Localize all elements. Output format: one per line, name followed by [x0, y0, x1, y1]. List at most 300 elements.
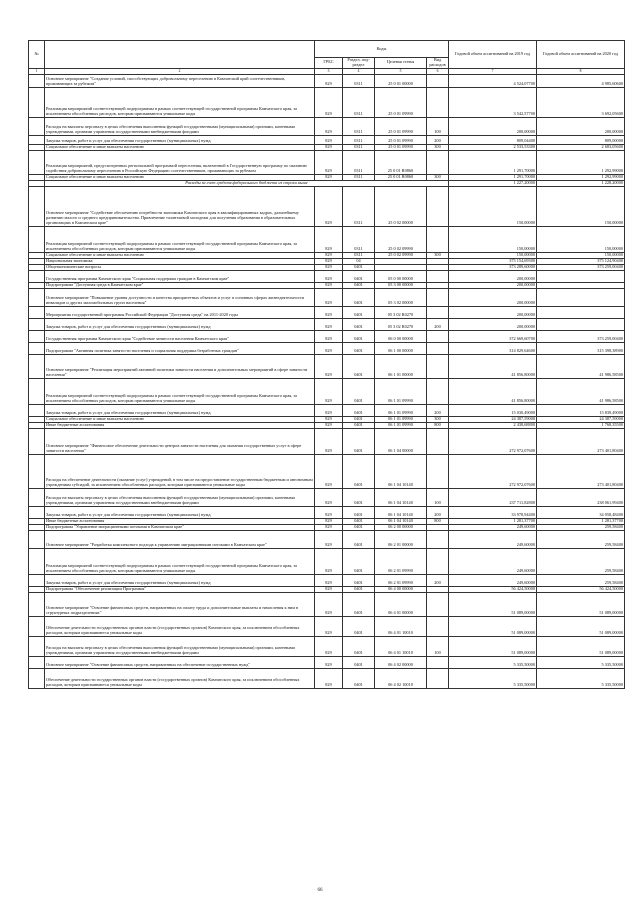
expense-type-cell	[427, 74, 449, 87]
row-name-cell: Социальное обеспечение и иные выплаты населению	[45, 416, 315, 422]
table-row	[29, 574, 625, 586]
razdel-cell: 0401	[343, 330, 375, 342]
row-name-cell: Реализация мероприятий соответствующей подпрограммы в рамках соответствующей государственной программы Камчатского края, за исключением обособленных расходов, которым присваиваются уникальные коды	[45, 548, 315, 574]
row-name-cell: Расходы за счет средств федерального бюджета из строки выше	[45, 180, 449, 186]
row-name-cell: Социальное обеспечение и иные выплаты населению	[45, 174, 315, 180]
grbs-cell: 829	[315, 656, 343, 668]
expense-type-cell	[427, 150, 449, 174]
row-name-cell: Подпрограмма "Обеспечение реализации Программы"	[45, 586, 315, 592]
expense-type-cell: 200	[427, 506, 449, 518]
target-article-cell: 06 4 02 00000	[375, 656, 427, 668]
amount-2020-cell: 34 058,48400	[537, 506, 625, 518]
table-row	[29, 270, 625, 282]
expense-type-cell	[427, 270, 449, 282]
amount-2019-cell: 150,00000	[449, 252, 537, 258]
grbs-cell: 829	[315, 416, 343, 422]
row-name-cell: Государственная программа Камчатского края "Содействие занятости населения Камчатского края"	[45, 330, 315, 342]
header-csr: Целевая статья	[375, 58, 427, 69]
amount-2019-cell: 24 387,59000	[449, 416, 537, 422]
row-number-cell	[29, 342, 45, 354]
row-number-cell	[29, 288, 45, 306]
row-name-cell: Закупка товаров, работ и услуг для обеспечения государственных (муниципальных) нужд	[45, 404, 315, 416]
amount-2020-cell: 41 986,58500	[537, 378, 625, 404]
table-row	[29, 636, 625, 656]
grbs-cell: 829	[315, 668, 343, 688]
amount-2020-cell	[537, 306, 625, 318]
amount-2019-cell: 249,60000	[449, 524, 537, 530]
row-number-cell	[29, 117, 45, 135]
row-name-cell: Основное мероприятие "Создание условий, способствующих добровольному переселению в Камчатский край соотечественников, проживающих за рубежом"	[45, 74, 315, 87]
razdel-cell: 0401	[343, 506, 375, 518]
row-number-cell	[29, 318, 45, 330]
table-row	[29, 378, 625, 404]
amount-2019-cell: 41 856,80000	[449, 378, 537, 404]
amount-2019-cell: 33 978,94400	[449, 506, 537, 518]
expense-type-cell	[427, 378, 449, 404]
table-row	[29, 150, 625, 174]
razdel-cell: 0311	[343, 174, 375, 180]
amount-2020-cell	[537, 318, 625, 330]
amount-2019-cell: 272 972,07600	[449, 428, 537, 454]
razdel-cell: 0311	[343, 135, 375, 144]
razdel-cell: 0401	[343, 530, 375, 548]
amount-2020-cell: 809,00000	[537, 135, 625, 144]
razdel-cell: 0401	[343, 342, 375, 354]
grbs-cell: 829	[315, 306, 343, 318]
amount-2019-cell: 200,00000	[449, 306, 537, 318]
row-name-cell: Подпрограмма "Управление миграционными потоками в Камчатском крае"	[45, 524, 315, 530]
amount-2020-cell: 200,00000	[537, 117, 625, 135]
target-article-cell: 06 1 01 00000	[375, 354, 427, 378]
razdel-cell: 0401	[343, 378, 375, 404]
grbs-cell: 829	[315, 87, 343, 117]
column-number: 3	[315, 68, 343, 74]
amount-2020-cell	[537, 270, 625, 282]
grbs-cell: 829	[315, 117, 343, 135]
target-article-cell: 06 1 04 10140	[375, 454, 427, 488]
expense-type-cell: 100	[427, 488, 449, 506]
row-name-cell: Основное мероприятие "Содействие обеспечению потребности экономики Камчатского края в квалифицированных кадрах, дальнейшему развитию малого и среднего предпринимательства. Привлечение талантливой молодежи для получения образования в образовательных организациях в Камчатском крае"	[45, 186, 315, 226]
razdel-cell: 0311	[343, 186, 375, 226]
razdel-cell: 0401	[343, 548, 375, 574]
amount-2019-cell: 200,00000	[449, 282, 537, 288]
expense-type-cell	[427, 592, 449, 616]
expense-type-cell	[427, 548, 449, 574]
amount-2019-cell: 3 542,57700	[449, 87, 537, 117]
table-row	[29, 548, 625, 574]
row-name-cell: Государственная программа Камчатского края "Социальная поддержка граждан в Камчатском крае"	[45, 270, 315, 282]
grbs-cell: 829	[315, 586, 343, 592]
expense-type-cell: 300	[427, 252, 449, 258]
column-number: 5	[375, 68, 427, 74]
razdel-cell: 0401	[343, 404, 375, 416]
column-number: 4	[343, 68, 375, 74]
row-name-cell: Подпрограмма "Активная политика занятости населения и социальная поддержка безработных граждан"	[45, 342, 315, 354]
row-name-cell: Реализация мероприятий, предусмотренных региональной программой переселения, включенной в Государственную программу по оказанию содействия добровольному переселению в Российскую Федерацию соотечественников, проживающих за рубежом	[45, 150, 315, 174]
amount-2019-cell: 237 711,82800	[449, 488, 537, 506]
row-number-cell	[29, 616, 45, 636]
grbs-cell: 829	[315, 354, 343, 378]
razdel-cell: 0401	[343, 306, 375, 318]
row-number-cell	[29, 186, 45, 226]
column-number: 8	[537, 68, 625, 74]
grbs-cell: 829	[315, 428, 343, 454]
amount-2019-cell: 375 154,69300	[449, 258, 537, 264]
row-number-cell	[29, 404, 45, 416]
row-name-cell: Общеэкономические вопросы	[45, 264, 315, 270]
amount-2020-cell: 273 401,80400	[537, 428, 625, 454]
target-article-cell: 25 0 01 09990	[375, 87, 427, 117]
amount-2020-cell: 51 089,00000	[537, 592, 625, 616]
grbs-cell: 829	[315, 270, 343, 282]
amount-2020-cell: 373 259,00400	[537, 264, 625, 270]
expense-type-cell	[427, 288, 449, 306]
row-name-cell: Подпрограмма "Доступная среда в Камчатском крае"	[45, 282, 315, 288]
amount-2019-cell: 249,60000	[449, 548, 537, 574]
row-number-cell	[29, 135, 45, 144]
column-number: 2	[45, 68, 315, 74]
amount-2019-cell: 2 533,53300	[449, 144, 537, 150]
target-article-cell: 06 1 04 10140	[375, 518, 427, 524]
row-number-cell	[29, 354, 45, 378]
target-article-cell: 06 4 00 00000	[375, 586, 427, 592]
row-number-cell	[29, 270, 45, 282]
grbs-cell: 829	[315, 144, 343, 150]
row-name-cell: Основное мероприятие "Разработка комплексного подхода к управлению миграционными потоками в Камчатском крае"	[45, 530, 315, 548]
expense-type-cell: 200	[427, 135, 449, 144]
razdel-cell: 0311	[343, 252, 375, 258]
target-article-cell: 25 0 01 09990	[375, 144, 427, 150]
amount-2019-cell: 5 335,50000	[449, 668, 537, 688]
table-row	[29, 342, 625, 354]
row-name-cell: Закупка товаров, работ и услуг для обеспечения государственных (муниципальных) нужд	[45, 135, 315, 144]
grbs-cell: 829	[315, 616, 343, 636]
header-grbs: ГРБС	[315, 58, 343, 69]
table-row	[29, 74, 625, 87]
expense-type-cell	[427, 354, 449, 378]
amount-2019-cell: 1 291,70000	[449, 174, 537, 180]
header-name	[45, 41, 315, 69]
grbs-cell: 829	[315, 150, 343, 174]
amount-2019-cell: 150,00000	[449, 226, 537, 252]
table-row	[29, 87, 625, 117]
amount-2019-cell: 51 089,00000	[449, 616, 537, 636]
row-name-cell: Социальное обеспечение и иные выплаты населению	[45, 252, 315, 258]
grbs-cell: 829	[315, 518, 343, 524]
target-article-cell: 06 2 01 09990	[375, 574, 427, 586]
row-name-cell: Основное мероприятие "Повышение уровня доступности и качества приоритетных объектов и услуг в основных сферах жизнедеятельности инвалидов и других маломобильных групп населения"	[45, 288, 315, 306]
header-amount-2020: Годовой объем ассигнований на 2020 год	[537, 41, 625, 69]
grbs-cell: 829	[315, 378, 343, 404]
amount-2020-cell: 150,00000	[537, 186, 625, 226]
amount-2020-cell: 1 281,37700	[537, 518, 625, 524]
expense-type-cell	[427, 530, 449, 548]
row-name-cell: Основное мероприятие "Освоение финансовых средств, направленных на оплату труда и дополнительные выплаты и начисления к ним в структурных подразделениях"	[45, 592, 315, 616]
amount-2020-cell: 259,58400	[537, 530, 625, 548]
row-number-cell	[29, 636, 45, 656]
row-number-cell	[29, 454, 45, 488]
amount-2020-cell: 259,58400	[537, 548, 625, 574]
expense-type-cell: 800	[427, 422, 449, 428]
target-article-cell: 06 4 01 10010	[375, 616, 427, 636]
razdel-cell: 0401	[343, 586, 375, 592]
expense-type-cell: 200	[427, 404, 449, 416]
table-row	[29, 428, 625, 454]
expense-type-cell: 100	[427, 117, 449, 135]
razdel-cell: 0401	[343, 616, 375, 636]
header-amount-2019: Годовой объем ассигнований на 2019 год	[449, 41, 537, 69]
amount-2019-cell: 249,60000	[449, 530, 537, 548]
row-name-cell: Основное мероприятие "Освоение финансовых средств, направленных на обеспечение государственных нужд"	[45, 656, 315, 668]
target-article-cell: 06 2 01 00000	[375, 530, 427, 548]
target-article-cell: 06 4 01 00000	[375, 592, 427, 616]
amount-2020-cell: 4 985,60600	[537, 74, 625, 87]
row-number-cell	[29, 592, 45, 616]
amount-2019-cell: 809,04400	[449, 135, 537, 144]
target-article-cell: 25 0 02 00000	[375, 186, 427, 226]
razdel-cell: 0401	[343, 288, 375, 306]
amount-2020-cell: 259,58400	[537, 524, 625, 530]
razdel-cell: 0401	[343, 454, 375, 488]
grbs-cell: 829	[315, 318, 343, 330]
column-number: 7	[449, 68, 537, 74]
table-row	[29, 135, 625, 144]
row-name-cell: Обеспечение деятельности государственных органов власти (государственных органов) Камчатского края, за исключением обособленных расходов, которым присваиваются уникальные коды	[45, 668, 315, 688]
grbs-cell: 829	[315, 135, 343, 144]
amount-2020-cell: 375 124,90400	[537, 258, 625, 264]
grbs-cell: 829	[315, 282, 343, 288]
row-name-cell: Основное мероприятие "Реализация мероприятий активной политики занятости населения и дополнительных мероприятий в сфере занятости населения"	[45, 354, 315, 378]
table-row	[29, 488, 625, 506]
expense-type-cell: 800	[427, 518, 449, 524]
header-codes: Коды	[315, 41, 449, 58]
target-article-cell: 06 1 01 09990	[375, 422, 427, 428]
expense-type-cell	[427, 656, 449, 668]
row-name-cell: Обеспечение деятельности государственных органов власти (государственных органов) Камчатского края, за исключением обособленных расходов, которым присваиваются уникальные коды	[45, 616, 315, 636]
amount-2019-cell: 373 289,60000	[449, 264, 537, 270]
table-row	[29, 306, 625, 318]
amount-2020-cell: 259,58400	[537, 574, 625, 586]
target-article-cell: 25 0 01 R0860	[375, 174, 427, 180]
target-article-cell: 06 1 00 00000	[375, 342, 427, 354]
target-article-cell: 06 4 02 10010	[375, 668, 427, 688]
table-row	[29, 656, 625, 668]
amount-2020-cell: 51 089,00000	[537, 636, 625, 656]
amount-2019-cell: 1 227,20000	[449, 180, 537, 186]
amount-2020-cell: 1 768,35500	[537, 422, 625, 428]
row-name-cell: Расходы на обеспечение деятельности (оказание услуг) учреждений, в том числе на предоставление государственным бюджетным и автономным учреждениям субсидий, за исключением обособленных расходов, которым присваиваются уникальные коды	[45, 454, 315, 488]
razdel-cell: 0401	[343, 524, 375, 530]
expense-type-cell: 300	[427, 174, 449, 180]
grbs-cell: 829	[315, 548, 343, 574]
target-article-cell: 25 0 01 00000	[375, 74, 427, 87]
amount-2019-cell: 56 424,50000	[449, 586, 537, 592]
target-article-cell: 06 1 01 09990	[375, 378, 427, 404]
table-row	[29, 616, 625, 636]
expense-type-cell	[427, 668, 449, 688]
amount-2019-cell: 249,60000	[449, 574, 537, 586]
column-number: 1	[29, 68, 45, 74]
razdel-cell: 0401	[343, 354, 375, 378]
table-body	[29, 74, 625, 688]
grbs-cell: 829	[315, 226, 343, 252]
row-number-cell	[29, 74, 45, 87]
target-article-cell: 06 4 01 10010	[375, 636, 427, 656]
amount-2020-cell: 1 228,20000	[537, 180, 625, 186]
target-article-cell: 06 1 04 00000	[375, 428, 427, 454]
table-row	[29, 288, 625, 306]
expense-type-cell	[427, 342, 449, 354]
amount-2020-cell: 1 292,99000	[537, 174, 625, 180]
row-number-cell	[29, 306, 45, 318]
row-name-cell: Реализация мероприятий соответствующей подпрограммы в рамках соответствующей государственной программы Камчатского края, за исключением обособленных расходов, которым присваиваются уникальные коды	[45, 226, 315, 252]
row-number-cell	[29, 548, 45, 574]
table-row	[29, 530, 625, 548]
grbs-cell: 829	[315, 74, 343, 87]
column-number: 6	[427, 68, 449, 74]
amount-2020-cell: 3 692,05600	[537, 87, 625, 117]
razdel-cell: 0401	[343, 592, 375, 616]
table-row	[29, 117, 625, 135]
amount-2020-cell: 150,00000	[537, 226, 625, 252]
grbs-cell: 829	[315, 288, 343, 306]
razdel-cell: 0311	[343, 226, 375, 252]
row-name-cell: Основное мероприятие "Финансовое обеспечение деятельности центров занятости населения для оказания государственных услуг в сфере занятости населения"	[45, 428, 315, 454]
grbs-cell: 829	[315, 530, 343, 548]
razdel-cell: 0311	[343, 117, 375, 135]
row-name-cell: Расходы на выплаты персоналу в целях обеспечения выполнения функций государственными (муниципальными) органами, казенными учреждениями, органами управления государственными внебюджетными фондами	[45, 117, 315, 135]
amount-2019-cell: 150,00000	[449, 186, 537, 226]
razdel-cell: 0311	[343, 150, 375, 174]
amount-2019-cell: 200,00000	[449, 318, 537, 330]
row-name-cell: Национальная экономика	[45, 258, 315, 264]
razdel-cell: 0401	[343, 282, 375, 288]
header-vid: Вид расходов	[427, 58, 449, 69]
amount-2020-cell: 1 292,99000	[537, 150, 625, 174]
amount-2020-cell: 373 259,00400	[537, 330, 625, 342]
expense-type-cell	[427, 306, 449, 318]
amount-2019-cell: 1 281,37700	[449, 518, 537, 524]
target-article-cell: 25 0 02 09990	[375, 252, 427, 258]
expense-type-cell	[427, 454, 449, 488]
table-row	[29, 506, 625, 518]
grbs-cell: 829	[315, 488, 343, 506]
row-name-cell: Реализация мероприятий соответствующей подпрограммы в рамках соответствующей государственной программы Камчатского края, за исключением обособленных расходов, которым присваиваются уникальные коды	[45, 87, 315, 117]
row-number-cell	[29, 226, 45, 252]
razdel-cell: 04	[343, 258, 375, 264]
amount-2019-cell: 200,00000	[449, 117, 537, 135]
amount-2019-cell: 200,00000	[449, 288, 537, 306]
amount-2020-cell	[537, 288, 625, 306]
target-article-cell: 05 3 02 00000	[375, 288, 427, 306]
razdel-cell: 0401	[343, 318, 375, 330]
row-number-cell	[29, 530, 45, 548]
target-article-cell: 25 0 01 R0860	[375, 150, 427, 174]
grbs-cell: 829	[315, 524, 343, 530]
amount-2020-cell: 238 061,99400	[537, 488, 625, 506]
row-name-cell: Расходы на выплаты персоналу в целях обеспечения выполнения функций государственными (муниципальными) органами, казенными учреждениями, органами управления государственными внебюджетными фондами	[45, 636, 315, 656]
amount-2020-cell: 5 335,50000	[537, 668, 625, 688]
page-number: 66	[317, 888, 323, 893]
table-row	[29, 454, 625, 488]
razdel-cell: 0401	[343, 422, 375, 428]
table-row	[29, 668, 625, 688]
row-name-cell: Мероприятия государственной программы Российской Федерации "Доступная среда" на 2011-2020 годы	[45, 306, 315, 318]
grbs-cell: 829	[315, 174, 343, 180]
row-name-cell: Социальное обеспечение и иные выплаты населению	[45, 144, 315, 150]
expense-type-cell: 200	[427, 574, 449, 586]
razdel-cell: 0311	[343, 74, 375, 87]
row-name-cell: Закупка товаров, работ и услуг для обеспечения государственных (муниципальных) нужд	[45, 318, 315, 330]
razdel-cell: 0311	[343, 87, 375, 117]
grbs-cell: 829	[315, 330, 343, 342]
grbs-cell: 829	[315, 592, 343, 616]
amount-2019-cell: 51 089,00000	[449, 636, 537, 656]
expense-type-cell	[427, 87, 449, 117]
row-number-cell	[29, 150, 45, 174]
razdel-cell: 0401	[343, 656, 375, 668]
row-name-cell: Иные бюджетные ассигнования	[45, 518, 315, 524]
row-number-cell	[29, 330, 45, 342]
row-number-cell	[29, 656, 45, 668]
grbs-cell: 829	[315, 454, 343, 488]
amount-2019-cell: 5 335,50000	[449, 656, 537, 668]
razdel-cell: 0311	[343, 144, 375, 150]
table-header	[29, 41, 625, 75]
table-row	[29, 186, 625, 226]
budget-table	[28, 40, 625, 689]
expense-type-cell: 300	[427, 416, 449, 422]
grbs-cell: 829	[315, 342, 343, 354]
grbs-cell: 829	[315, 186, 343, 226]
target-article-cell: 06 1 01 09990	[375, 404, 427, 416]
grbs-cell: 829	[315, 506, 343, 518]
razdel-cell: 0401	[343, 518, 375, 524]
expense-type-cell	[427, 428, 449, 454]
target-article-cell: 06 1 04 10140	[375, 506, 427, 518]
header-razdel: Раздел, под-раздел	[343, 58, 375, 69]
expense-type-cell: 100	[427, 636, 449, 656]
row-number-cell	[29, 378, 45, 404]
amount-2019-cell: 372 669,60700	[449, 330, 537, 342]
amount-2019-cell: 2 438,68800	[449, 422, 537, 428]
amount-2020-cell: 273 401,80400	[537, 454, 625, 488]
row-number-cell	[29, 506, 45, 518]
amount-2019-cell: 4 524,07700	[449, 74, 537, 87]
target-article-cell: 06 1 01 09990	[375, 416, 427, 422]
grbs-cell: 829	[315, 258, 343, 264]
grbs-cell: 829	[315, 636, 343, 656]
expense-type-cell	[427, 186, 449, 226]
expense-type-cell	[427, 330, 449, 342]
row-name-cell: Закупка товаров, работ и услуг для обеспечения государственных (муниципальных) нужд	[45, 506, 315, 518]
razdel-cell: 0401	[343, 264, 375, 270]
grbs-cell: 829	[315, 264, 343, 270]
target-article-cell: 25 0 02 09990	[375, 226, 427, 252]
target-article-cell: 05 0 00 00000	[375, 270, 427, 282]
grbs-cell: 829	[315, 574, 343, 586]
amount-2019-cell: 15 030,49000	[449, 404, 537, 416]
row-number-cell	[29, 574, 45, 586]
target-article-cell: 06 2 00 00000	[375, 524, 427, 530]
amount-2019-cell: 1 291,70000	[449, 150, 537, 174]
razdel-cell: 0401	[343, 574, 375, 586]
razdel-cell: 0401	[343, 668, 375, 688]
amount-2020-cell: 24 387,59000	[537, 416, 625, 422]
amount-2020-cell: 15 839,49000	[537, 404, 625, 416]
target-article-cell: 05 3 02 R0270	[375, 306, 427, 318]
grbs-cell: 829	[315, 404, 343, 416]
